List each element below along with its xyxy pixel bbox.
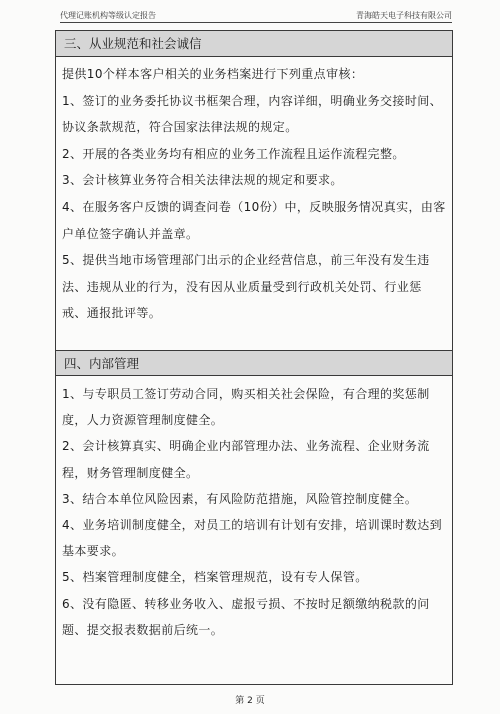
header-report-title: 代理记账机构等级认定报告 xyxy=(60,11,156,20)
section-3-body xyxy=(62,61,446,327)
header-company-name: 青海皓天电子科技有限公司 xyxy=(356,11,452,20)
section-3-item-2: 2、开展的各类业务均有相应的业务工作流程且运作流程完整。 xyxy=(62,146,405,161)
section-3-intro: 提供10个样本客户相关的业务档案进行下列重点审核： xyxy=(62,67,364,81)
section-4-item-1: 1、与专职员工签订劳动合同，购买相关社会保险，有合理的奖惩制度，人力资源管理制度健全。 xyxy=(62,387,430,428)
section-3-item-1: 1、签订的业务委托协议书框架合理，内容详细，明确业务交接时间、协议条款规范，符合国家法律法规的规定。 xyxy=(62,93,443,135)
section-4-item-6: 6、没有隐匿、转移业务收入、虚报亏损、不按时足额缴纳税款的问题、提交报表数据前后统一。 xyxy=(62,596,430,637)
page-number: 第 2 页 xyxy=(235,696,265,706)
section-4-item-2: 2、会计核算真实、明确企业内部管理办法、业务流程、企业财务流程，财务管理制度健全。 xyxy=(62,439,430,480)
section-4-body xyxy=(62,381,446,643)
section-4-heading: 四、内部管理 xyxy=(56,350,452,376)
section-3-item-3: 3、会计核算业务符合相关法律法规的规定和要求。 xyxy=(62,173,343,188)
section-3-heading: 三、从业规范和社会诚信 xyxy=(56,31,452,57)
page-header xyxy=(60,8,452,23)
report-table xyxy=(55,30,453,685)
section-4-item-4: 4、业务培训制度健全，对员工的培训有计划有安排，培训课时数达到基本要求。 xyxy=(62,518,443,559)
section-4-item-3: 3、结合本单位风险因素，有风险防范措施，风险管控制度健全。 xyxy=(62,491,418,506)
section-3-item-5: 5、提供当地市场管理部门出示的企业经营信息，前三年没有发生违法、违规从业的行为，没有因从业质量受到行政机关处罚、行业惩戒、通报批评等。 xyxy=(62,253,430,321)
section-3-item-4: 4、在服务客户反馈的调查问卷（10份）中，反映服务情况真实，由客户单位签字确认并盖章。 xyxy=(62,199,446,241)
section-4-item-5: 5、档案管理制度健全，档案管理规范，设有专人保管。 xyxy=(62,570,368,585)
